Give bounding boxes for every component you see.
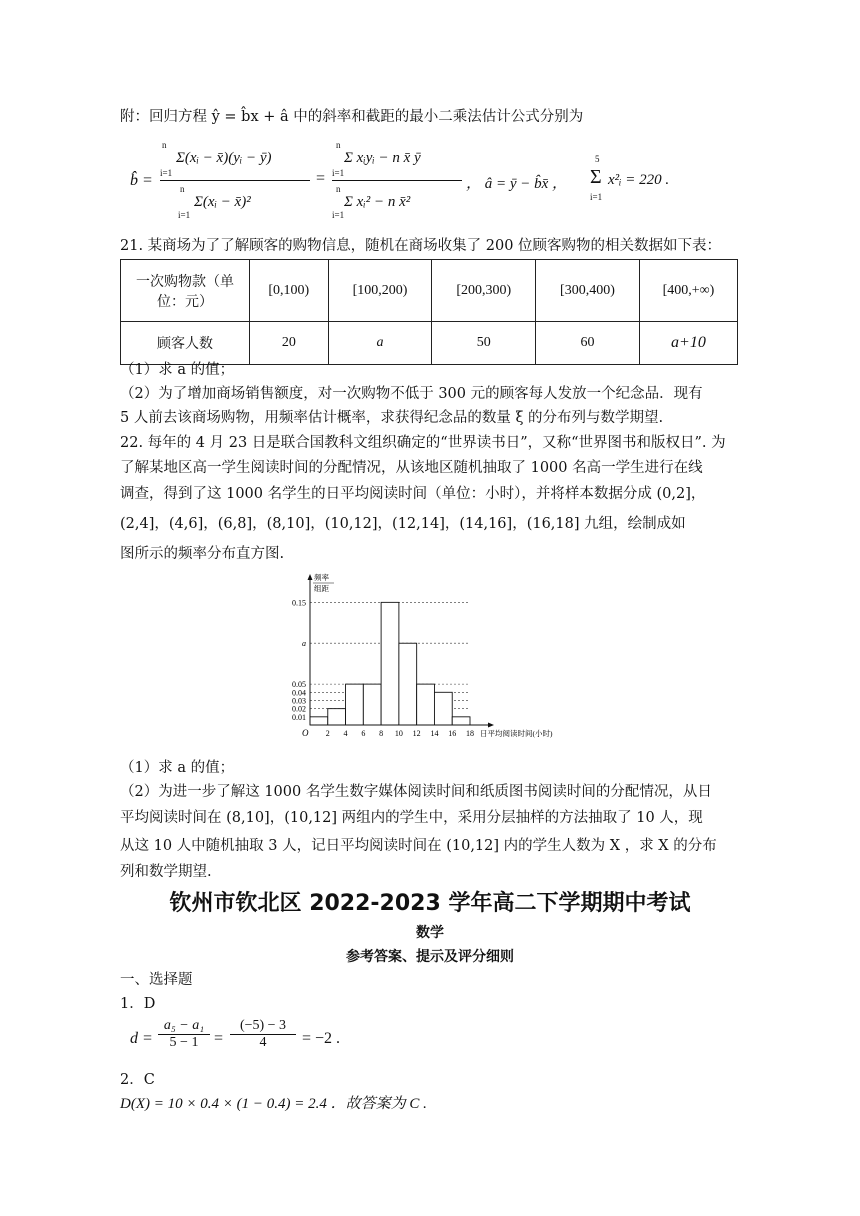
x-tick-label: 2	[325, 729, 330, 738]
y-axis-label-top: 频率	[314, 573, 329, 582]
y-tick-label: 0.15	[292, 598, 306, 608]
histogram-bar	[346, 684, 364, 725]
x-tick-label: 6	[361, 729, 366, 738]
answer-2-label: 2．C	[120, 1072, 155, 1088]
appendix-intro: 附：回归方程 ŷ = b̂x + â 中的斜率和截距的最小二乘法估计公式分别为	[120, 109, 584, 125]
formula-a: ， â = ȳ − b̂x̄ ，	[466, 176, 568, 192]
denominator-1: Σ(xᵢ − x̄)²	[194, 194, 251, 210]
table-cell: [400,+∞)	[639, 260, 737, 322]
x-tick-label: 12	[412, 729, 421, 738]
y-tick-label: 0.02	[292, 704, 306, 714]
histogram-bar	[310, 717, 328, 725]
histogram-bar	[452, 717, 470, 725]
formula-sum5: x²ᵢ = 220 .	[608, 172, 670, 188]
q22-part2-2: 平均阅读时间在 (8,10]，(10,12] 两组内的学生中，采用分层抽样的方法抽取了 10 人，现	[120, 810, 703, 826]
q21-table	[120, 259, 738, 365]
y-tick-label: 0.05	[292, 680, 306, 690]
y-axis-label-bottom: 组距	[314, 584, 329, 593]
q22-stem-1: 22. 每年的 4 月 23 日是联合国教科文组织确定的“世界读书日”，又称“世界图书和版权日”. 为	[120, 435, 726, 451]
histogram-bar	[328, 709, 346, 725]
regression-formula: b̂ = n Σ(xᵢ − x̄)(yᵢ − ȳ) i=1 n Σ(xᵢ − x̄)² i=1 = n Σ xᵢyᵢ − n x̄ ȳ i=1 n Σ xᵢ² − n x̄² i=1 ， â = ȳ − b̂x̄ ， 5 Σ i=1 x²ᵢ = 220 .	[130, 140, 670, 220]
q22-stem-4: (2,4]，(4,6]，(6,8]，(8,10]，(10,12]，(12,14]，(14,16]，(16,18] 九组，绘制成如	[120, 516, 686, 532]
table-cell: [0,100)	[250, 260, 329, 322]
x-tick-label: 18	[466, 729, 474, 738]
histogram-bar	[399, 643, 417, 725]
table-cell: a+10	[639, 322, 737, 365]
x-tick-label: 8	[379, 729, 384, 738]
table-row-header-count: 顾客人数	[121, 322, 250, 365]
y-tick-label: a	[302, 639, 306, 649]
q22-part2-4: 列和数学期望.	[120, 864, 212, 880]
q22-stem-5: 图所示的频率分布直方图.	[120, 546, 285, 562]
table-cell: 50	[432, 322, 536, 365]
y-tick-label: 0.03	[292, 696, 306, 706]
x-tick-label: 10	[394, 729, 403, 738]
origin-label: O	[302, 728, 309, 738]
answer-1-label: 1．D	[120, 996, 156, 1012]
table-cell: 20	[250, 322, 329, 365]
histogram-bar	[363, 684, 381, 725]
table-cell: [300,400)	[536, 260, 640, 322]
x-axis-arrow	[488, 723, 494, 728]
x-tick-label: 14	[430, 729, 439, 738]
q21-stem: 21. 某商场为了了解顾客的购物信息，随机在商场收集了 200 位顾客购物的相关数据如下表：	[120, 238, 722, 254]
q22-stem-2: 了解某地区高一学生阅读时间的分配情况，从该地区随机抽取了 1000 名高一学生进行在线	[120, 460, 703, 476]
denominator-2: Σ xᵢ² − n x̄²	[344, 194, 411, 210]
table-cell: a	[328, 322, 432, 365]
histogram-bar	[417, 684, 435, 725]
table-row-header-amount: 一次购物款（单 位：元）	[121, 260, 250, 322]
y-axis-arrow	[308, 574, 313, 580]
q21-part1: （1）求 a 的值；	[120, 362, 235, 378]
q22-stem-3: 调查，得到了这 1000 名学生的日平均阅读时间（单位：小时），并将样本数据分成 (0,2]，	[120, 486, 706, 502]
q22-part2-1: （2）为进一步了解这 1000 名学生数字媒体阅读时间和纸质图书阅读时间的分配情况，从日	[120, 784, 712, 800]
answers-subject: 数学	[416, 925, 444, 941]
table-cell: [100,200)	[328, 260, 432, 322]
fraction-2: n Σ xᵢyᵢ − n x̄ ȳ i=1 n Σ xᵢ² − n x̄² i=1	[332, 140, 462, 220]
frequency-histogram	[280, 570, 580, 750]
histogram-bar	[381, 602, 399, 725]
q21-part2-b: 5 人前去该商场购物，用频率估计概率，求获得纪念品的数量 ξ 的分布列与数学期望.	[120, 410, 664, 426]
histogram-bar	[434, 692, 452, 725]
numerator-2: Σ xᵢyᵢ − n x̄ ȳ	[344, 150, 421, 166]
answer-2-formula: D(X) = 10 × 0.4 × (1 − 0.4) = 2.4 ．故答案为 C .	[120, 1096, 427, 1112]
fraction-1: n Σ(xᵢ − x̄)(yᵢ − ȳ) i=1 n Σ(xᵢ − x̄)² i=1	[160, 140, 310, 220]
y-tick-label: 0.01	[292, 712, 306, 722]
q22-part1: （1）求 a 的值；	[120, 760, 235, 776]
table-cell: [200,300)	[432, 260, 536, 322]
answers-title: 钦州市钦北区 2022-2023 学年高二下学期期中考试	[169, 891, 691, 916]
x-axis-label: 日平均阅读时间(小时)	[480, 729, 553, 738]
x-tick-label: 16	[448, 729, 457, 738]
x-tick-label: 4	[343, 729, 348, 738]
answer-1-formula: d = a₅ − a₁ 5 − 1 = (−5) − 3 4 = −2 .	[130, 1018, 341, 1050]
y-tick-label: 0.04	[292, 688, 306, 698]
q21-part2-a: （2）为了增加商场销售额度，对一次购物不低于 300 元的顾客每人发放一个纪念品．现有	[120, 386, 703, 402]
q22-part2-3: 从这 10 人中随机抽取 3 人，记日平均阅读时间在 (10,12] 内的学生人数为 X ，求 X 的分布	[120, 838, 717, 854]
table-cell: 60	[536, 322, 640, 365]
answers-subtitle: 参考答案、提示及评分细则	[346, 949, 514, 965]
section-heading: 一、选择题	[120, 972, 193, 988]
formula-b-lhs: b̂ =	[130, 172, 153, 189]
numerator-1: Σ(xᵢ − x̄)(yᵢ − ȳ)	[176, 150, 272, 166]
